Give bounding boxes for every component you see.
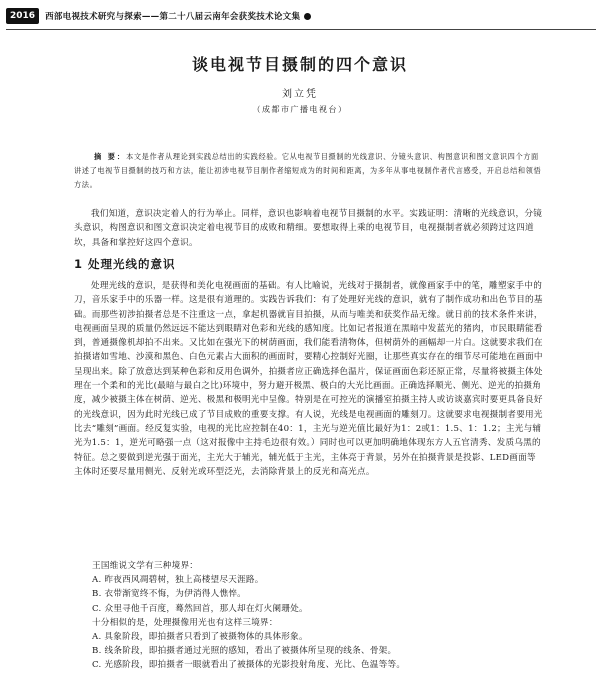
section-1-paragraph: 处理光线的意识，是获得和美化电视画面的基础。有人比喻说，光线对于摄制者，就像画家手中的笔，雕塑家手中的刀，音乐家手中的乐器一样。这是很有道理的。实践告诉我们：有了处理好光线的意识，就有了制作成功和出色节目的基础。而那些初涉拍摄者总是不注重这一点，拿起机器就盲目拍摄，从而与唯美和获奖作品无缘。就日前的技术条件来讲，电视画面呈现的质量仍然远远不能达到眼睛对色彩和光线的感知度。比如记者报道在黑暗中发蓝光的猪肉，市民眼睛能看到，普通摄像机却拍不出来。又比如在强光下的树荫画面，我们能看清物体，但树荫外的画幅却一片白。这就要求我们在拍摄诸如雪地、沙漠和黑色、白色元素占大面积的画面时，要精心控制好光圈，让那些真实存在的细节尽可能地在画面中呈现出来。除了放意达到某种色彩和反用色调外，拍摄者应正确选择色温片，保证画面色彩还原正常，尽量将被摄主体处理在一个柔和的光比(最暗与最白之比)环境中，努力避开极黑、极白的大光比画面。正确选择顺光、侧光、逆光的拍摄角度，减少被摄主体在树荫、逆光、极黑和极明光中呈像。特别是在可控光的演播室拍摄主持人或访谈嘉宾时要更具备良好的光线意识，因为此时光线已成了节目成败的重要支撑。有人说，光线是电视画面的雕刻刀。这就要求电视摄制者要用光比去“雕刻”画面。经反复实验，电视的光比应控制在40：1，主光与逆光值比最好为1：2或1：1.5、1：1.2；主光与辅光为1.5：1，逆光可略强一点（这对报像中主持毛边很有效。）同时也可以更加明确地体现东方人五官清秀、发质乌黑的特征。总之要做到逆光强于面光，主光大于辅光，辅光低于主光，主体亮于背景，另外在拍摄背景是投影、LED画面等主体时还要尽量用侧光、反射光或环型泛光，去消除背景上的反光和高光点。 [74,281,543,477]
bullet-dot-icon [304,13,311,20]
abstract-label: 摘 要： [94,152,127,161]
year-badge: 2016 [6,8,39,24]
header-rule [6,29,596,30]
abstract [74,150,544,192]
poem-line: B. 衣带渐宽终不悔，为伊消得人憔悴。 [92,589,247,600]
article-author: 刘立凭 [282,89,318,100]
article-title: 谈电视节目摄制的四个意识 [191,55,408,74]
author-affiliation: （成都市广播电视台） [252,105,348,114]
stages-intro: 十分相似的是，处理摄像用光也有这样三境界： [92,617,278,628]
stage-item: B. 线条阶段，即拍摄者通过光照的感知，看出了被摄体所呈现的线条、骨架。 [92,646,397,657]
stage-item: C. 光感阶段，即拍摄者一眼就看出了被摄体的光影投射角度、光比、色温等等。 [92,660,406,671]
poem-intro: 王国维说文学有三种境界： [92,561,199,571]
poem-line: C. 众里寻他千百度，蓦然回首，那人却在灯火阑珊处。 [92,603,308,614]
intro-paragraph: 我们知道，意识决定着人的行为举止。同样，意识也影响着电视节目摄制的水平。实践证明：清晰的光线意识，分镜头意识，构图意识和图文意识决定着电视节目的成败和精细。要想取得上乘的电视节目，电视摄制者就必须跨过这四道坎，具备和掌控好这四个意识。 [74,209,543,248]
poem-line: A. 昨夜西风凋碧树，独上高楼望尽天涯路。 [92,575,264,586]
journal-title: 西部电视技术研究与探索——第二十八届云南年会获奖技术论文集 [45,12,301,22]
stage-item: A. 具象阶段，即拍摄者只看到了被摄物体的具体形象。 [92,632,308,643]
running-header [6,6,594,26]
abstract-text: 本文是作者从理论到实践总结出的实践经验。它从电视节目摄制的光线意识、分镜头意识、构图意识和图文意识四个方面讲述了电视节目摄制的技巧和方法，能让初涉电视节目制作者缩短成为的时间和距离，为多年从事电视制作者代言感受，开启总结和领悟方法。 [74,152,542,189]
section-heading-1: 1 处理光线的意识 [74,257,176,271]
quote-and-stages-list [92,559,542,673]
